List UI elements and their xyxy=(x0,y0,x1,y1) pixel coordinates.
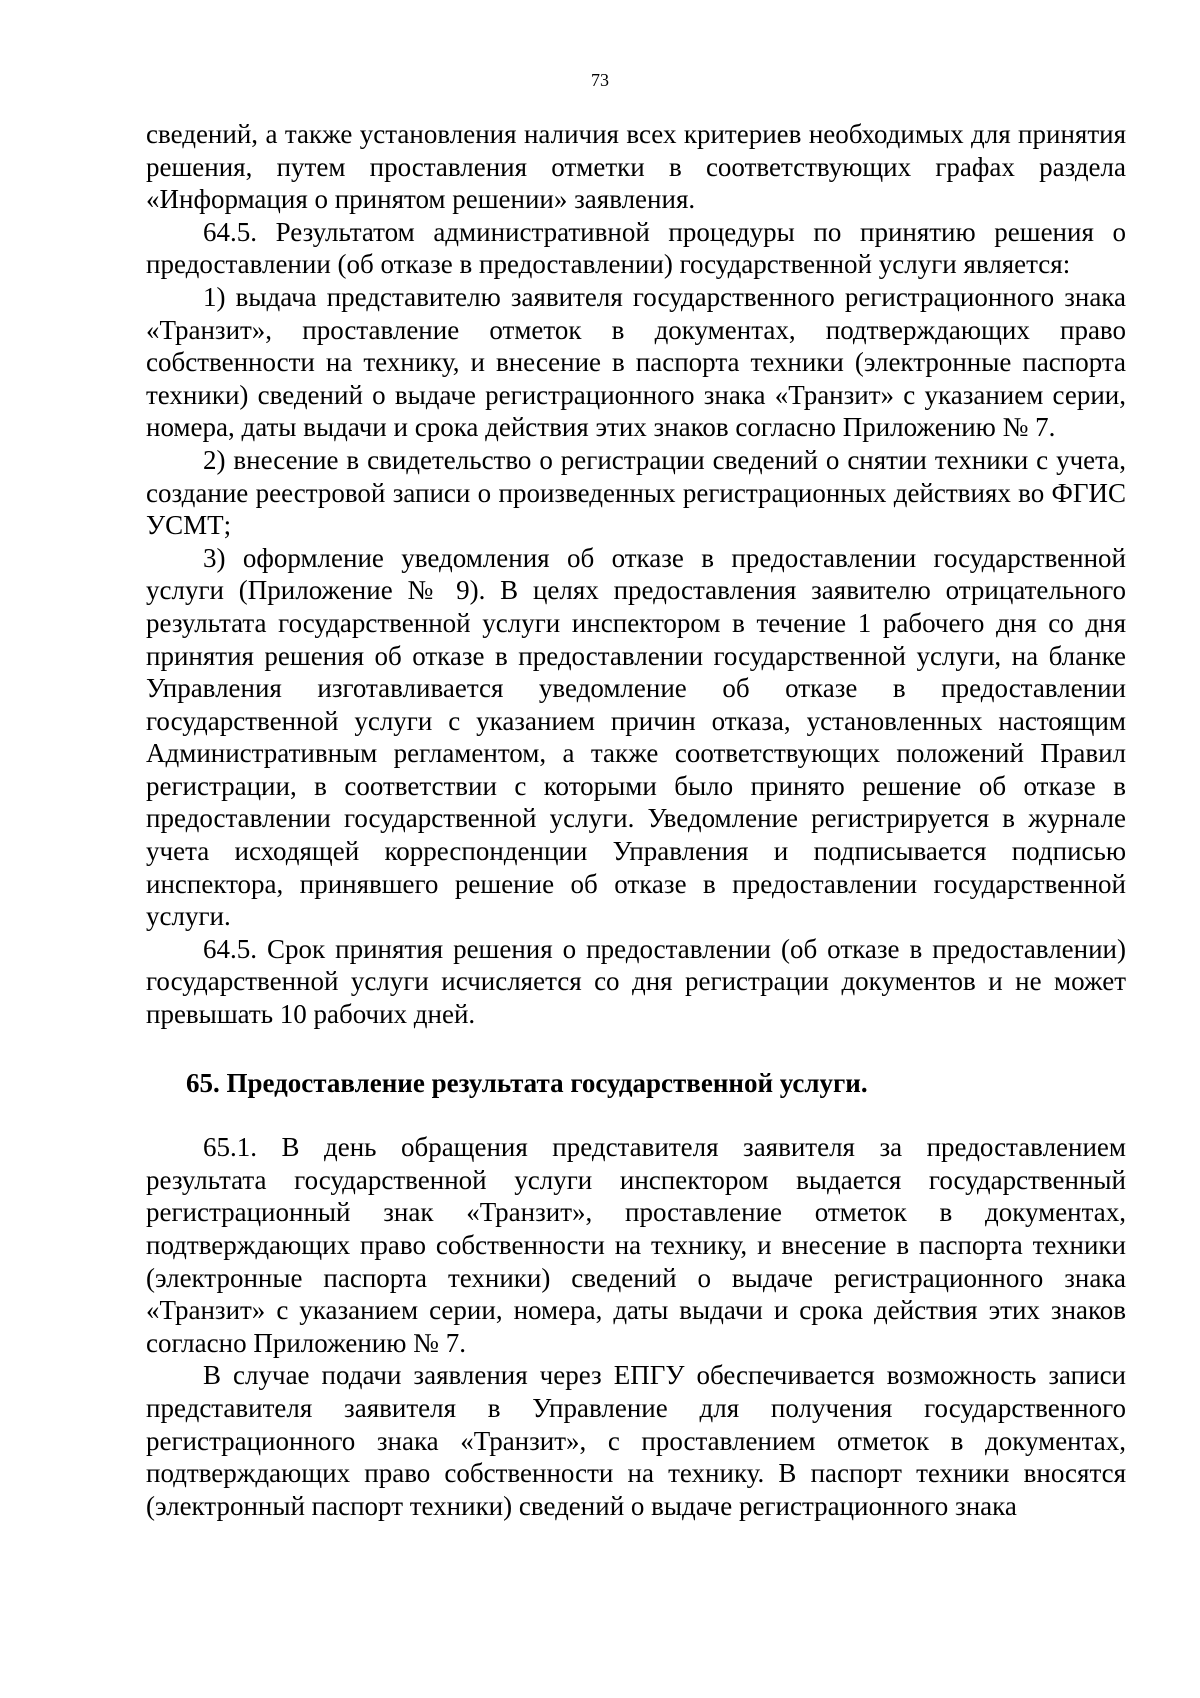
paragraph: 1) выдача представителю заявителя государственного регистрационного знака «Транзит», проставление отметок в документах, подтверждающих право собственности на технику, и внесение в паспорта техники (электронные паспорта техники) сведений о выдаче регистрационного знака «Транзит» с указанием серии, номера, даты выдачи и срока действия этих знаков согласно Приложению № 7. xyxy=(146,281,1126,443)
spacer xyxy=(146,1099,1126,1131)
paragraph: 3) оформление уведомления об отказе в предоставлении государственной услуги (Приложение № 9). В целях предоставления заявителю отрицательного результата государственной услуги инспектором в течение 1 рабочего дня со дня принятия решения об отказе в предоставлении государственной услуги, на бланке Управления изготавливается уведомление об отказе в предоставлении государственной услуги с указанием причин отказа, установленных настоящим Административным регламентом, а также соответствующих положений Правил регистрации, в соответствии с которыми было принято решение об отказе в предоставлении государственной услуги. Уведомление регистрируется в журнале учета исходящей корреспонденции Управления и подписывается подписью инспектора, принявшего решение об отказе в предоставлении государственной услуги. xyxy=(146,542,1126,932)
section-heading: 65. Предоставление результата государственной услуги. xyxy=(186,1067,868,1098)
spacer xyxy=(146,1031,1126,1067)
paragraph: 64.5. Результатом административной процедуры по принятию решения о предоставлении (об отказе в предоставлении) государственной услуги является: xyxy=(146,216,1126,280)
paragraph: 64.5. Срок принятия решения о предоставлении (об отказе в предоставлении) государственной услуги исчисляется со дня регистрации документов и не может превышать 10 рабочих дней. xyxy=(146,933,1126,1030)
paragraph: 2) внесение в свидетельство о регистрации сведений о снятии техники с учета, создание реестровой записи о произведенных регистрационных действиях во ФГИС УСМТ; xyxy=(146,444,1126,541)
paragraph: В случае подачи заявления через ЕПГУ обеспечивается возможность записи представителя заявителя в Управление для получения государственного регистрационного знака «Транзит», с проставлением отметок в документах, подтверждающих право собственности на технику. В паспорт техники вносятся (электронный паспорт техники) сведений о выдаче регистрационного знака xyxy=(146,1360,1126,1521)
paragraph: сведений, а также установления наличия всех критериев необходимых для принятия решения, путем проставления отметки в соответствующих графах раздела «Информация о принятом решении» заявления. xyxy=(146,119,1126,215)
paragraph: 65.1. В день обращения представителя заявителя за предоставлением результата государственной услуги инспектором выдается государственный регистрационный знак «Транзит», проставление отметок в документах, подтверждающих право собственности на технику, и внесение в паспорта техники (электронные паспорта техники) сведений о выдаче регистрационного знака «Транзит» с указанием серии, номера, даты выдачи и срока действия этих знаков согласно Приложению № 7. xyxy=(146,1132,1126,1358)
page-number: 73 xyxy=(591,70,609,90)
document-body xyxy=(146,118,1126,1522)
